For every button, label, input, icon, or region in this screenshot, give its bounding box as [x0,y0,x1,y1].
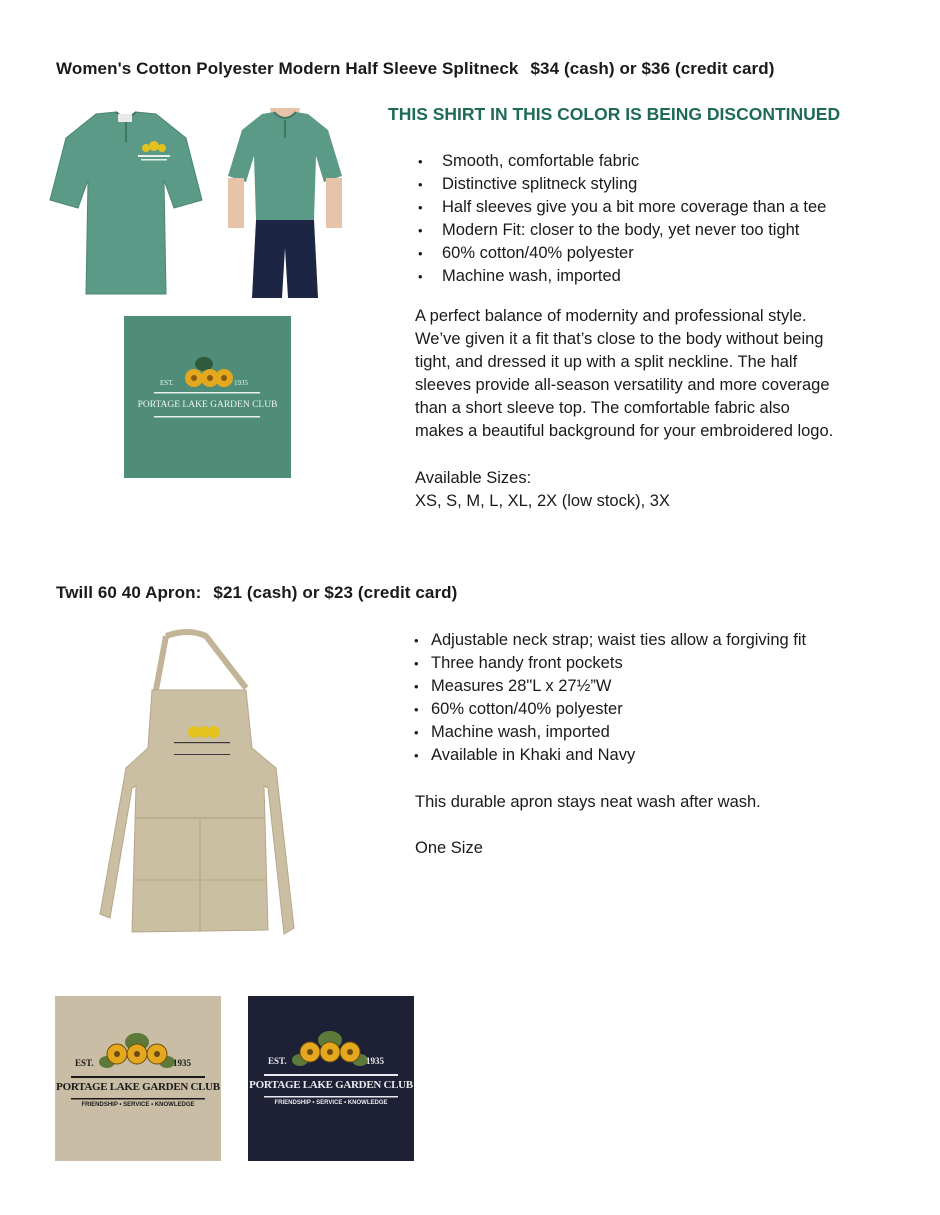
apron-photo [96,628,316,938]
logo-motto: FRIENDSHIP • SERVICE • KNOWLEDGE [274,1100,388,1106]
shirt-feature-list [442,150,826,288]
flower-icon [149,141,159,151]
shirt-model-photo [222,108,348,298]
description-line: We’ve given it a fit that’s close to the body without being [415,330,824,348]
list-item: • Three handy front pockets [431,652,806,675]
list-item: • Smooth, comfortable fabric [442,150,826,173]
apron-title: Twill 60 40 Apron: [56,583,202,602]
list-item: • Distinctive splitneck styling [442,173,826,196]
navy-logo-swatch [248,996,414,1161]
shirt-heading [56,59,775,79]
sizes-label: Available Sizes: [415,469,532,487]
description-line: makes a beautiful background for your embroidered logo. [415,422,834,440]
shirt-flat-photo [46,108,206,298]
logo-year: 1935 [366,1056,384,1066]
logo-name: PORTAGE LAKE GARDEN CLUB [249,1079,413,1091]
discontinued-notice: THIS SHIRT IN THIS COLOR IS BEING DISCONTINUED [388,104,841,124]
shirt-title: Women's Cotton Polyester Modern Half Sleeve Splitneck [56,59,519,78]
list-item: • Machine wash, imported [442,265,826,288]
description-line: than a short sleeve top. The comfortable fabric also [415,399,790,417]
logo-est: EST. [160,379,174,387]
shirt-sizes [415,467,670,513]
list-item: • Available in Khaki and Navy [431,744,806,767]
logo-est: EST. [75,1058,94,1068]
apron-heading [56,583,457,603]
list-item: • 60% cotton/40% polyester [442,242,826,265]
logo-name: PORTAGE LAKE GARDEN CLUB [56,1081,220,1093]
list-item: • Modern Fit: closer to the body, yet never too tight [442,219,826,242]
description-line: sleeves provide all-season versatility and more coverage [415,376,830,394]
shirt-logo-closeup [124,316,291,478]
sizes-list: XS, S, M, L, XL, 2X (low stock), 3X [415,492,670,510]
apron-size-note: One Size [415,839,483,857]
logo-motto: FRIENDSHIP • SERVICE • KNOWLEDGE [81,1102,195,1108]
list-item: • Machine wash, imported [431,721,806,744]
list-item: • Measures 28"L x 27½”W [431,675,806,698]
logo-name: PORTAGE LAKE GARDEN CLUB [137,400,278,410]
list-item: • Adjustable neck strap; waist ties allow a forgiving fit [431,629,806,652]
shirt-description [415,305,915,443]
logo-year: 1935 [234,379,248,387]
list-item: • Half sleeves give you a bit more coverage than a tee [442,196,826,219]
description-line: A perfect balance of modernity and professional style. [415,307,807,325]
apron-description: This durable apron stays neat wash after wash. [415,793,761,811]
logo-est: EST. [268,1056,287,1066]
list-item: • 60% cotton/40% polyester [431,698,806,721]
apron-price: $21 (cash) or $23 (credit card) [213,583,458,602]
apron-feature-list [431,629,806,767]
logo-year: 1935 [173,1058,191,1068]
khaki-logo-swatch [55,996,221,1161]
shirt-price: $34 (cash) or $36 (credit card) [530,59,775,78]
description-line: tight, and dressed it up with a split neckline. The half [415,353,798,371]
